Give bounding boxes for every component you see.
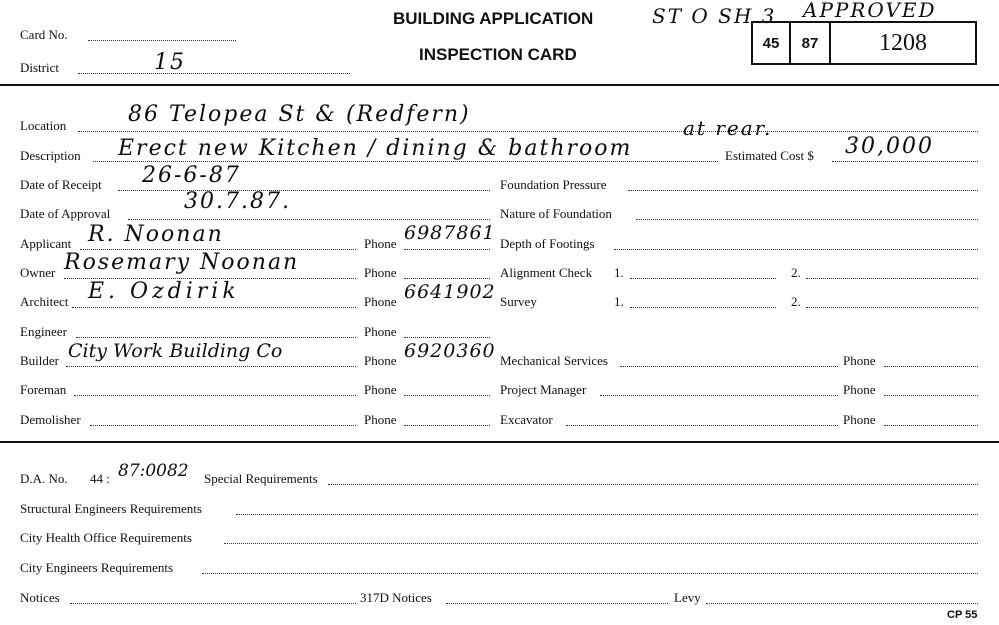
section-divider bbox=[0, 441, 999, 443]
architect-value: E. Ozdirik bbox=[88, 279, 240, 304]
location-value: 86 Telopea St & (Redfern) bbox=[128, 102, 471, 127]
description-line bbox=[93, 161, 718, 162]
box-cell-a: 45 bbox=[753, 23, 791, 63]
project-manager-phone-line bbox=[884, 395, 978, 396]
engineer-label: Engineer bbox=[20, 324, 67, 339]
survey-line-1 bbox=[630, 307, 776, 308]
foreman-line bbox=[74, 395, 356, 396]
foreman-phone-line bbox=[404, 395, 490, 396]
depth-footings-line bbox=[614, 249, 978, 250]
demolisher-label: Demolisher bbox=[20, 412, 81, 427]
date-receipt-line bbox=[118, 190, 490, 191]
levy-label: Levy bbox=[674, 590, 701, 605]
architect-phone-label: Phone bbox=[364, 294, 397, 309]
special-line bbox=[328, 484, 978, 485]
builder-value: City Work Building Co bbox=[68, 340, 283, 362]
notices-label: Notices bbox=[20, 590, 60, 605]
health-label: City Health Office Requirements bbox=[20, 530, 192, 545]
excavator-line bbox=[566, 425, 838, 426]
description-value: Erect new Kitchen / dining & bathroom bbox=[118, 136, 633, 161]
builder-phone-label: Phone bbox=[364, 353, 397, 368]
owner-phone-label: Phone bbox=[364, 265, 397, 280]
health-line bbox=[224, 543, 978, 544]
approved-mark: APPROVED bbox=[803, 0, 937, 22]
owner-label: Owner bbox=[20, 265, 56, 280]
alignment-num-1: 1. bbox=[614, 265, 624, 280]
architect-phone: 6641902 bbox=[404, 281, 496, 303]
stamp-code: ST O SH 3 bbox=[652, 4, 777, 28]
architect-line bbox=[72, 307, 356, 308]
alignment-line-1 bbox=[630, 278, 776, 279]
alignment-line-2 bbox=[806, 278, 978, 279]
survey-line-2 bbox=[806, 307, 978, 308]
foundation-pressure-line bbox=[628, 190, 978, 191]
excavator-label: Excavator bbox=[500, 412, 553, 427]
engineer-line bbox=[76, 337, 356, 338]
excavator-phone-line bbox=[884, 425, 978, 426]
structural-label: Structural Engineers Requirements bbox=[20, 501, 202, 516]
card-no-line bbox=[88, 40, 236, 41]
demolisher-line bbox=[90, 425, 356, 426]
nature-foundation-label: Nature of Foundation bbox=[500, 206, 612, 221]
depth-footings-label: Depth of Footings bbox=[500, 236, 595, 251]
levy-line bbox=[706, 603, 978, 604]
estimated-cost-line bbox=[832, 161, 978, 162]
alignment-check-label: Alignment Check bbox=[500, 265, 593, 280]
owner-value: Rosemary Noonan bbox=[64, 250, 300, 275]
owner-phone-line bbox=[404, 278, 490, 279]
date-approval-label: Date of Approval bbox=[20, 206, 111, 221]
project-manager-label: Project Manager bbox=[500, 382, 587, 397]
date-approval-value: 30.7.87. bbox=[184, 189, 291, 214]
da-label: D.A. No. bbox=[20, 471, 68, 486]
applicant-label: Applicant bbox=[20, 236, 72, 251]
district-line bbox=[78, 73, 350, 74]
architect-label: Architect bbox=[20, 294, 69, 309]
project-manager-phone-label: Phone bbox=[843, 382, 876, 397]
alignment-num-2: 2. bbox=[791, 265, 801, 280]
builder-phone: 6920360 bbox=[404, 340, 496, 362]
estimated-cost-value: 30,000 bbox=[845, 134, 934, 159]
date-approval-line bbox=[128, 219, 490, 220]
location-line bbox=[78, 131, 978, 132]
mechanical-phone-label: Phone bbox=[843, 353, 876, 368]
applicant-value: R. Noonan bbox=[88, 222, 224, 247]
box-cell-b: 87 bbox=[791, 23, 831, 63]
engineer-phone-label: Phone bbox=[364, 324, 397, 339]
notices-317-label: 317D Notices bbox=[360, 590, 432, 605]
form-code: CP 55 bbox=[947, 609, 978, 621]
demolisher-phone-line bbox=[404, 425, 490, 426]
survey-label: Survey bbox=[500, 294, 537, 309]
description-suffix: at rear. bbox=[683, 116, 773, 140]
date-receipt-label: Date of Receipt bbox=[20, 177, 102, 192]
card-no-label: Card No. bbox=[20, 27, 68, 42]
survey-num-1: 1. bbox=[614, 294, 624, 309]
applicant-phone-label: Phone bbox=[364, 236, 397, 251]
excavator-phone-label: Phone bbox=[843, 412, 876, 427]
builder-line bbox=[66, 366, 356, 367]
description-label: Description bbox=[20, 148, 81, 163]
foundation-pressure-label: Foundation Pressure bbox=[500, 177, 607, 192]
location-label: Location bbox=[20, 118, 67, 133]
engineer-phone-line bbox=[404, 337, 490, 338]
engineers-line bbox=[202, 573, 978, 574]
box-cell-number: 1208 bbox=[879, 29, 927, 56]
title-line2: INSPECTION CARD bbox=[419, 45, 577, 64]
date-receipt-value: 26-6-87 bbox=[142, 163, 241, 188]
survey-num-2: 2. bbox=[791, 294, 801, 309]
mechanical-line bbox=[620, 366, 838, 367]
header-divider bbox=[0, 84, 999, 86]
da-value: 87:0082 bbox=[118, 461, 189, 481]
applicant-phone-line bbox=[404, 249, 490, 250]
builder-label: Builder bbox=[20, 353, 59, 368]
district-value: 15 bbox=[154, 50, 186, 75]
applicant-phone: 6987861 bbox=[404, 222, 496, 244]
district-label: District bbox=[20, 60, 59, 75]
card-number-box bbox=[751, 21, 977, 65]
special-label: Special Requirements bbox=[204, 471, 318, 486]
mechanical-label: Mechanical Services bbox=[500, 353, 608, 368]
da-prefix: 44 : bbox=[90, 471, 110, 486]
foreman-phone-label: Phone bbox=[364, 382, 397, 397]
demolisher-phone-label: Phone bbox=[364, 412, 397, 427]
notices-317-line bbox=[446, 603, 668, 604]
engineers-label: City Engineers Requirements bbox=[20, 560, 174, 575]
mechanical-phone-line bbox=[884, 366, 978, 367]
title-line1: BUILDING APPLICATION bbox=[393, 9, 594, 28]
notices-line bbox=[70, 603, 356, 604]
estimated-cost-label: Estimated Cost $ bbox=[725, 148, 814, 163]
structural-line bbox=[236, 514, 978, 515]
project-manager-line bbox=[600, 395, 838, 396]
foreman-label: Foreman bbox=[20, 382, 67, 397]
nature-foundation-line bbox=[636, 219, 978, 220]
